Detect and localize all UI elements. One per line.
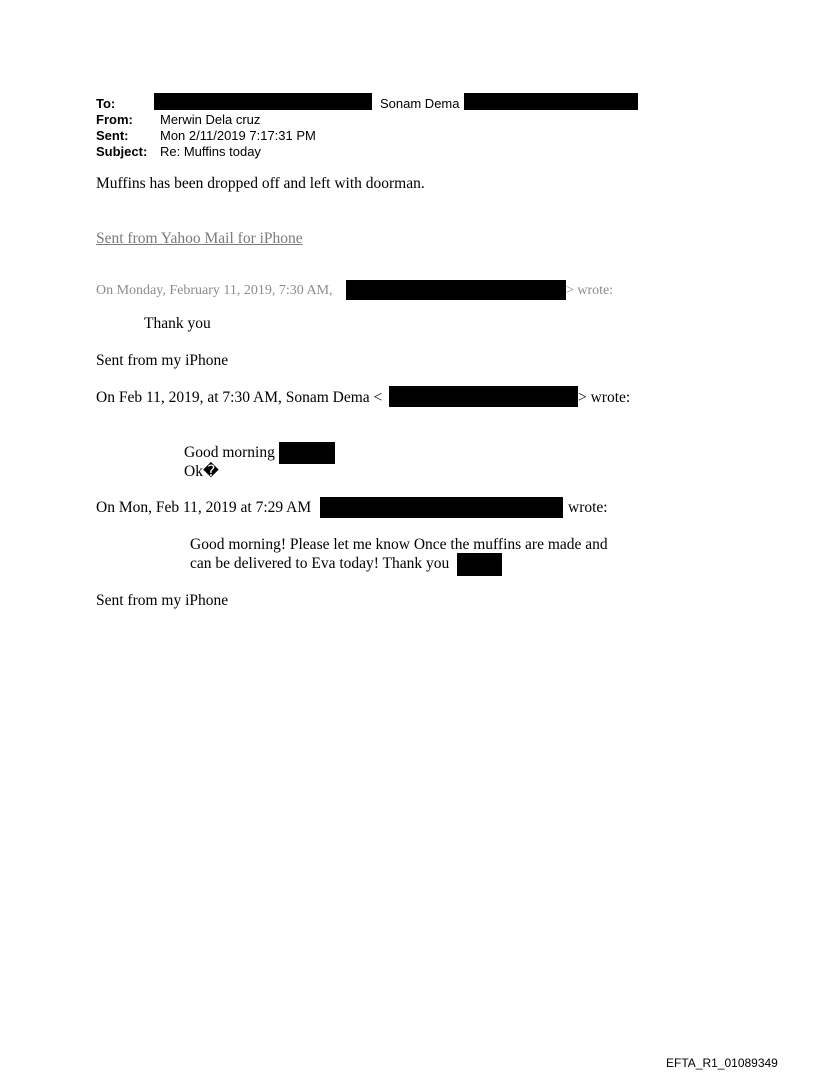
quote2-header-prefix: On Feb 11, 2019, at 7:30 AM, Sonam Dema < — [96, 389, 383, 406]
from-label: From: — [96, 112, 133, 127]
quote3-line1: Good morning! Please let me know Once the muffins are made and — [190, 536, 608, 553]
redaction-box — [389, 386, 578, 407]
redaction-box — [457, 553, 502, 576]
quote1-header — [96, 282, 333, 300]
redaction-box — [320, 497, 563, 518]
subject-value: Re: Muffins today — [160, 144, 261, 159]
email-header — [96, 96, 696, 160]
quote3-signature: Sent from my iPhone — [96, 592, 229, 609]
to-recipient-name: Sonam Dema — [380, 96, 460, 111]
message-text: Muffins has been dropped off and left with doorman. — [96, 175, 425, 192]
bates-number: EFTA_R1_01089349 — [666, 1056, 778, 1070]
sent-value: Mon 2/11/2019 7:17:31 PM — [160, 128, 316, 143]
redaction-box — [346, 280, 566, 300]
quote1-header-prefix: On Monday, February 11, 2019, 7:30 AM, — [96, 283, 333, 298]
quote3-header-suffix: wrote: — [568, 499, 608, 516]
yahoo-signature-link[interactable]: Sent from Yahoo Mail for iPhone — [96, 230, 303, 247]
quote1-signature: Sent from my iPhone — [96, 352, 229, 369]
to-label: To: — [96, 96, 116, 111]
quote3-line2: can be delivered to Eva today! Thank you — [190, 555, 450, 572]
quote1-text: Thank you — [144, 315, 211, 332]
sent-label: Sent: — [96, 128, 129, 143]
subject-label: Subject: — [96, 144, 148, 159]
redaction-box — [279, 442, 335, 464]
quote2-line2: Ok� — [184, 463, 219, 480]
redaction-box — [154, 93, 372, 110]
quote2-line1: Good morning — [184, 444, 275, 461]
quote1-header-suffix: > wrote: — [566, 283, 614, 298]
quote2-header-suffix: > wrote: — [578, 389, 631, 406]
quote3-header-prefix: On Mon, Feb 11, 2019 at 7:29 AM — [96, 499, 312, 516]
from-value: Merwin Dela cruz — [160, 112, 261, 127]
redaction-box — [464, 93, 638, 110]
